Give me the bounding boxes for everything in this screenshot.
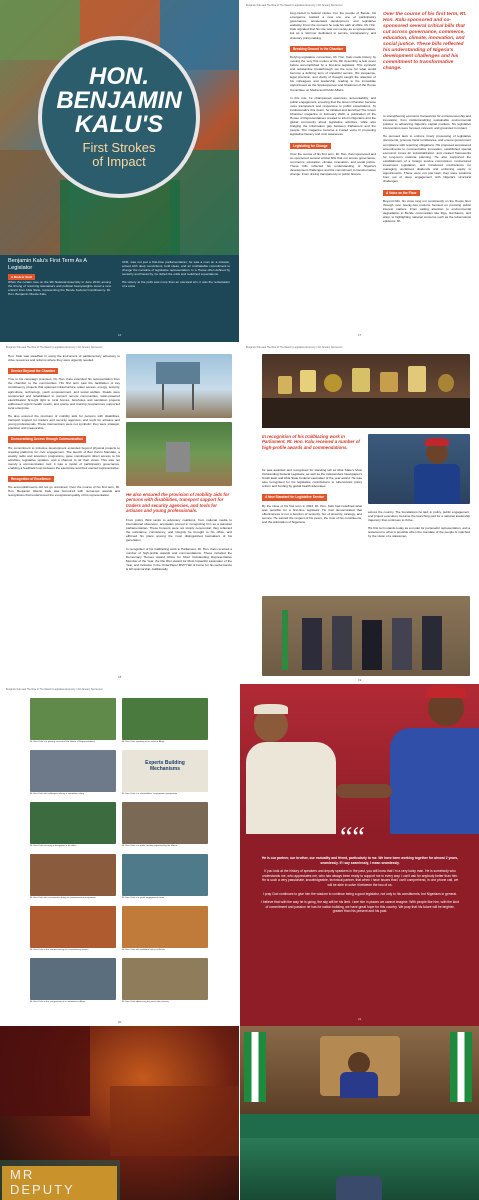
photo-caption: Rt. Hon. Kalu with constituents during an empowerment programme — [30, 897, 96, 899]
running-header: Benjamin Kalu and The Rise of The Nation's Legislative Economy | 3rd January Sponsored — [246, 4, 343, 7]
photo-caption: Rt. Hon. Kalu at a plenary session of the House of Representatives — [30, 741, 95, 743]
subheading: Legislating for Change — [290, 143, 331, 149]
page-number: 19 — [358, 678, 362, 682]
page-18 — [0, 342, 239, 684]
mr-deputy-label-box — [2, 1166, 117, 1200]
photo-caption: Rt. Hon. Kalu at a youth engagement forum — [122, 897, 165, 899]
gallery-photo — [122, 906, 208, 948]
cover-title: HON. BENJAMIN KALU'S — [56, 63, 182, 138]
cover-title-circle — [38, 36, 200, 198]
deputy-label: DEPUTY — [10, 1182, 75, 1197]
gallery-photo — [122, 802, 208, 844]
borehole-photo — [126, 422, 232, 486]
body-column-right: From policy think tanks to advocacy coalitions, from national media to international observers, accolades poured in recognizing him as a standout parliamentarian. These honours were not simply ceremonial; they reflected the substance, consistency, and integrity he brought to his office, and affirmed his place among the most distinguished lawmakers of his generation. In recognition of his trailblazing work in Parliament, Rt. Hon. Kalu received a number of high-profile awards and commendations. These included the Democracy Heroes Award Africa for Most Outstanding Representative Member of the Year, the Rio Rico Award for Most Impactful Lawmaker of the Year, and inclusion in the OrderPaper MVP Hall of Fame for his performance & bill sponsorship. Additionally, — [126, 518, 232, 572]
page-number: 18 — [118, 675, 122, 679]
subheading: Breaking Ground in the Chamber — [290, 46, 346, 52]
water-tower-photo — [126, 354, 232, 418]
gallery-photo — [30, 698, 116, 740]
gallery-photo — [122, 698, 208, 740]
pull-quote: In recognition of his trailblazing work in Parliament, Rt. Hon. Kalu received a number of high-profile awards and commendations. — [262, 434, 360, 450]
page-17 — [240, 0, 479, 342]
body-text: CFR, was not just a first-time parliamentarian; he was a man on a mission, armed with deep convictions, bold ideas, and an unshakable commitment to change the narrative of legislative representation. In a House often defined by seniority and hierarchy, he defied the odds and redefined expectations. His victory at the polls was more than an electoral win; it was the reclamation of a voice — [122, 260, 230, 289]
expert-banner-photo — [122, 750, 208, 792]
quote-mark-icon: ““ — [340, 822, 365, 853]
speaker-robe — [340, 1072, 378, 1098]
page-20-photo-gallery — [0, 684, 239, 1026]
subheading: A Voice on the Floor — [383, 190, 420, 196]
photo-caption: Rt. Hon. Kalu at a public hearing organised by the House — [122, 845, 178, 847]
gallery-photo — [122, 854, 208, 896]
photo-caption: Rt. Hon. Kalu with colleagues during a committee sitting — [30, 793, 85, 795]
section-tag: A Modest Start — [8, 274, 35, 280]
kalu-speaking-photo — [368, 434, 470, 504]
member-figure — [336, 1176, 382, 1200]
abstract-block — [0, 1026, 90, 1116]
awards-photo — [262, 354, 470, 428]
gallery-photo — [30, 906, 116, 948]
running-header: Benjamin Kalu and The Rise of The Nation's Legislative Economy | 3rd January Sponsored — [6, 346, 103, 349]
photo-caption: Rt. Hon. Kalu receiving a delegation in his office — [30, 845, 77, 847]
page-number: 20 — [118, 1020, 122, 1024]
gallery-photo — [30, 854, 116, 896]
gallery-photo — [30, 750, 116, 792]
photo-caption: Rt. Hon. Kalu speaking at an event in Abuja — [122, 741, 165, 743]
body-column-left: Hon. Kalu was steadfast in using the instrument of parliamentary advocacy to drive resources and reforms where they were urgently needed. Service Beyond the Chamber True to his campaign promises, Rt. Hon. Kalu extended his representation from the chamber to the communities. His first term saw the facilitation of key constituency projects that spanned infrastructure, water access, energy, security, agriculture, technology, youth empowerment, and social welfare. Roads were constructed and rehabilitated to connect remote communities, solar-powered electrification brought light to rural homes, boreholes and sanitation projects addressed urgent health needs, and grants and training programmes supported local enterprise. He also ensured the provision of mobility aids for persons with disabilities, transport support for traders and security agencies, and tools for artisans and young professionals. These interventions were not symbolic; they were strategic, practical, and measurable. Democratizing Access through Communication His commitment to inclusive development extended beyond physical projects to creating platforms for civic engagement. The launch of Ben Kalu's Mandate, a weekly radio and television programme, gave constituents direct access to his activities, legislative updates, and a channel to air their views. This was not merely a communication tool; it was a model of participatory governance, enabling a feedback loop between the electorate and their elected representative. Recognition of Excellence His accomplishments did not go unnoticed. Over the course of his first term, Rt. Hon. Benjamin Okezie Kalu was honoured with numerous awards and recognitions that underscored the exceptional quality of his representation. — [8, 354, 120, 498]
page-number: 17 — [358, 333, 362, 337]
body-column-left: he was awarded and recognised for standing tall as Abia State's Most Outstanding Federal Legislator, as well as the Independent Newspaper's South East and Abia State Federal Lawmaker of the year award. He was also recognised for his legislative contributions to tuberculosis policy reform and funding by global health advocates. A New Standard for Legislative Service By the close of his first term in 2023, Rt. Hon. Kalu had redefined what was possible for a first-time legislator. He had demonstrated that effectiveness is not a function of seniority, but of sincerity, strategy, and service. He earned the respect of his peers, the trust of his constituents, and the admiration of Nigerians — [262, 468, 362, 524]
mr-label: MR — [10, 1167, 35, 1182]
photo-caption: Rt. Hon. Kalu at the inauguration of a committee in Abuja — [30, 1001, 86, 1003]
body-column-left: long-muted in federal circles. For the people of Bende, his emergence marked a new era: one of participatory governance, accelerated development, and legislative audacity. From the moment he took his oath of office, Rt. Hon. Kalu signaled that his role was not merely as a representative, but as a reformer dedicated to service, transparency, and visionary policymaking. Breaking Ground in the Chamber Defying legislative convention, Rt. Hon. Kalu made history by moving the very first motion of the 9th Assembly, a feat never before accomplished by a first-time legislator. This symbolic and substantive breakthrough set the tone for what would become a defining term of impactful service. His eloquence, legal precision, and clarity of thought caught the attention of his colleagues and leadership, leading to his immediate appointment as the Spokesperson and Chairman of the House Committee on Media and Public Affairs. In this role, he championed openness, accountability, and public engagement, ensuring that the Green Chamber became more transparent and responsive to public expectations. To institutionalize this vision, he initiated and launched The Green Chamber magazine in February 2020, a publication of the House of Representatives created to inform Nigerians and the global community about legislative activities, while also bridging the information gap between Parliament and the people. The magazine became a trusted voice in promoting legislative literacy and civic awareness. Legislating for Change Over the course of his first term, Rt. Hon. Kalu sponsored and co-sponsored several critical bills that cut across governance, commerce, education, climate, innovation, and social justice. These bills reflected his understanding of Nigeria's development challenges and his commitment to transformative change. From driving transparency in public finance — [290, 11, 376, 177]
cover-text-panel — [0, 255, 239, 342]
section-heading: Benjamin Kalu's First Term As A Legislator — [8, 258, 87, 271]
gallery-photo — [30, 802, 116, 844]
speaker-desk — [240, 1114, 479, 1138]
subheading: Recognition of Excellence — [8, 476, 54, 482]
page-number: 21 — [358, 1017, 362, 1021]
pull-quote: He also ensured the provision of mobility aids for persons with disabilities, transport support for traders and security agencies, and tools for artisans and young professionals. — [126, 492, 230, 514]
subheading: A New Standard for Legislative Service — [262, 494, 327, 500]
subheading: Service Beyond the Chamber — [8, 368, 58, 374]
running-header: Benjamin Kalu and The Rise of The Nation's Legislative Economy | 3rd January Sponsored — [6, 688, 103, 691]
body-column-right: to strengthening economic frameworks for entrepreneurship and innovation, from institutionalizing sustainable environmental policies to advancing Nigeria's capital markets, his legislative interventions were focused, relevant, and grounded in impact. He pursued laws to enforce timely processing of legislative documents, promote fiscal remittances, and ensure government compliance with reporting obligations. His proposed empowered amendments to commercialize innovation, established special economic zones for industrialization, and created frameworks for long-term national planning. He also supported the establishment of a foreign service commission, restructured investment legislation, and introduced mechanisms for managing unclaimed dividends and enforcing equity in appointments. These were not just laws; they were solutions born out of deep engagement with Nigeria's structural challenges. A Voice on the Floor Beyond bills, his voice rang out consistently on the House floor through over twenty-two motions focused on pressing public interest matters. From calling attention to environmental degradation in Bende communities like Itigo, Itumbauzo, and Alayi, to highlighting national concerns such as the tuberculosis epidemic, Rt. — [383, 114, 471, 224]
running-header: Benjamin Kalu and The Rise of The Nation's Legislative Economy | 3rd January Sponsored — [246, 346, 343, 349]
page-19 — [240, 342, 479, 684]
body-text: When the curtain rose on the 9th National Assembly in June 2019, among the throng of returning lawmakers and political heavyweights stood a new entrant from Abia State, representing the Bende Federal Constituency. Rt. Hon. Benjamin Okezie Kalu, — [8, 280, 111, 297]
body-column-right: across the country. The foundations he laid; in policy, public engagement, and project execution, became the launching pad for a national leadership trajectory that continues to thrive. His first term stands today as a model for purposeful representation, and a testament to what is possible when the mandate of the people is matched by the vision of a statesman. — [368, 510, 470, 539]
subheading: Democratizing Access through Communication — [8, 436, 86, 442]
page-number: 16 — [118, 333, 122, 337]
page-23-chamber-photo — [240, 1026, 479, 1200]
group-event-photo — [262, 596, 470, 676]
cover-subtitle: First Strokes of Impact — [82, 140, 156, 169]
cover-photo-tile — [0, 0, 80, 60]
nigerian-flag — [244, 1032, 266, 1102]
photo-caption: Rt. Hon. Kalu at a stakeholders' engagement programme — [122, 793, 178, 795]
page-16-cover — [0, 0, 239, 342]
page-22-mr-deputy — [0, 1026, 239, 1200]
abstract-block — [110, 1086, 239, 1156]
nigerian-flag — [450, 1032, 472, 1102]
quote-body: He is our partner, our brother, our mutuality and friend, particularly to me. We have been working together for almost 2 years, seamlessly. If I say seamlessly, I mean seamlessly. If you look at the history of speakers and deputy speakers in the past, you will know that I'm a very lucky man. He is somebody who understands me, who appreciates me, who has always been ready to support me in every way. I can't ask for anybody better than him. He is such a very passionate, knowledgeable, technical partner, that when I have issues that I can't comprehend, in one phone call, we will be able to solve it between the two of us. I pray God continues to give him the wisdom to continue being a good legislator, not only to his constituents, but Nigerians in general. I believe that with the way he is going, the sky will be his limit. I see him in places we cannot imagine. With people like him, with the kind of commitment and passion he has for nation building, we have great hope for this country. We pray that his future will be brighter, greater than his present and his past. — [261, 856, 459, 914]
photo-caption: Rt. Hon. Kalu with traditional rulers in Bende — [122, 949, 165, 951]
handshake-photo — [240, 684, 479, 834]
banner-text: Experts Building Mechanisms — [145, 760, 185, 772]
gallery-photo — [122, 958, 208, 1000]
speaker-figure — [348, 1052, 370, 1074]
page-21-quote — [240, 684, 479, 1026]
pull-quote: Over the course of his first term, Rt. Hon. Kalu sponsored and co-sponsored several critical bills that cut across governance, commerce, education, climate, innovation, and social justice. These bills reflected his understanding of Nigeria's development challenges and his commitment to transformative change. — [383, 12, 467, 71]
photo-caption: Rt. Hon. Kalu addressing the press after plenary — [122, 1001, 169, 1003]
gallery-photo — [30, 958, 116, 1000]
photo-caption: Rt. Hon. Kalu at the commissioning of a constituency project — [30, 949, 89, 951]
